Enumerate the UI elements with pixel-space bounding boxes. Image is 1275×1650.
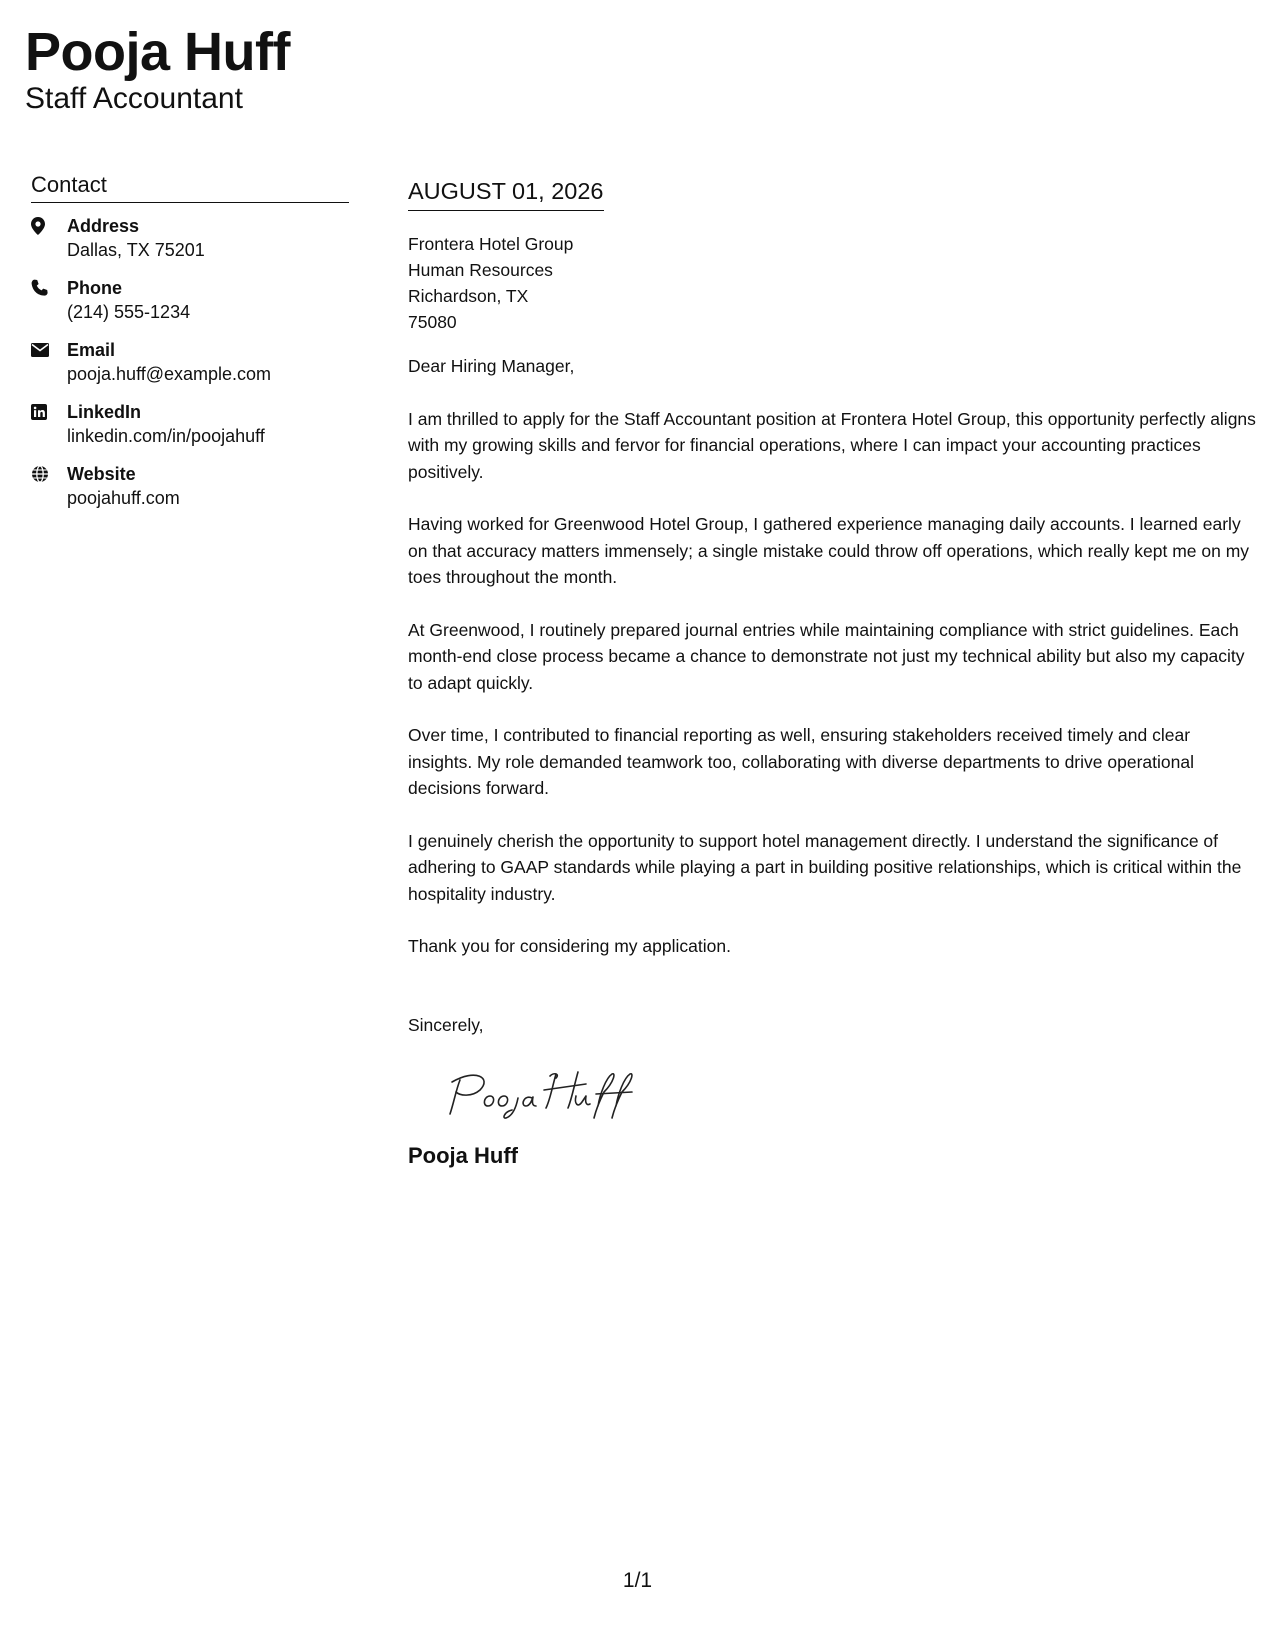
contact-label: Website	[67, 464, 136, 484]
contact-item-address	[31, 215, 349, 263]
map-pin-icon	[31, 215, 67, 237]
paragraph: I genuinely cherish the opportunity to support hotel management directly. I understand the significance of adhering to GAAP standards while playing a part in building positive relationships, which is critical within the hospitality industry.	[408, 830, 1242, 904]
closing: Sincerely,	[408, 1014, 484, 1035]
letter-date: AUGUST 01, 2026	[408, 176, 604, 211]
contact-label: LinkedIn	[67, 402, 142, 422]
job-title: Staff Accountant	[25, 82, 243, 115]
paragraph: I am thrilled to apply for the Staff Accountant position at Frontera Hotel Group, this opportunity perfectly aligns with my growing skills and fervor for financial operations, where I can impact your accounting practices positively.	[408, 408, 1256, 482]
contact-item-website	[31, 463, 349, 511]
contact-value: poojahuff.com	[67, 488, 180, 508]
recipient-address	[408, 231, 1258, 335]
contact-sidebar	[31, 172, 349, 525]
contact-list	[31, 215, 349, 511]
contact-label: Phone	[67, 278, 123, 298]
envelope-icon	[31, 339, 67, 361]
letter-body	[408, 176, 1258, 1170]
salutation: Dear Hiring Manager,	[408, 356, 575, 376]
paragraph: Over time, I contributed to financial reporting as well, ensuring stakeholders received timely and clear insights. My role demanded teamwork too, collaborating with diverse departments to drive operational decisions forward.	[408, 725, 1194, 798]
candidate-name: Pooja Huff	[25, 22, 290, 82]
contact-heading: Contact	[31, 172, 349, 203]
contact-label: Email	[67, 340, 116, 360]
phone-icon	[31, 277, 67, 299]
recipient-line: Human Resources	[408, 260, 553, 280]
contact-value: pooja.huff@example.com	[67, 364, 272, 384]
contact-value: Dallas, TX 75201	[67, 240, 205, 260]
paragraph: Thank you for considering my application.	[408, 936, 731, 956]
paragraph: At Greenwood, I routinely prepared journal entries while maintaining compliance with strict guidelines. Each month-end close process became a chance to demonstrate not just my technical ability but also my capacity to adapt quickly.	[408, 619, 1245, 693]
contact-item-email	[31, 339, 349, 387]
page-number: 1/1	[622, 1569, 653, 1592]
recipient-line: 75080	[408, 312, 457, 332]
signer-name: Pooja Huff	[408, 1143, 518, 1168]
paragraph: Having worked for Greenwood Hotel Group, I gathered experience managing daily accounts. I learned early on that accuracy matters immensely; a single mistake could throw off operations, which really kept me on my toes throughout the month.	[408, 514, 1250, 587]
contact-item-phone	[31, 277, 349, 325]
contact-item-linkedin	[31, 401, 349, 449]
contact-value: (214) 555-1234	[67, 302, 191, 322]
recipient-line: Frontera Hotel Group	[408, 234, 574, 254]
handwritten-signature	[446, 1066, 1258, 1122]
linkedin-icon	[31, 401, 67, 423]
recipient-line: Richardson, TX	[408, 286, 529, 306]
globe-icon	[31, 463, 67, 485]
contact-label: Address	[67, 216, 140, 236]
contact-value: linkedin.com/in/poojahuff	[67, 426, 265, 446]
